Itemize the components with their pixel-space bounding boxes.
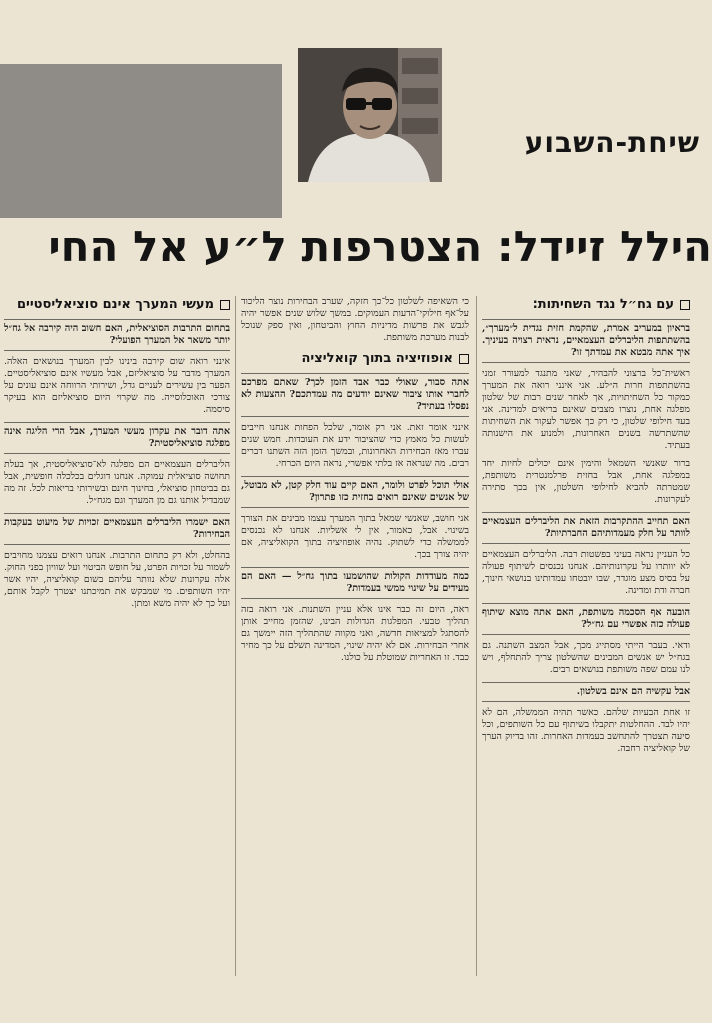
- section-title: שיחת-השבוע: [524, 126, 700, 159]
- subhead-text: מעשי המערך אינם סוציאליסטיים: [16, 297, 214, 312]
- subhead-text: אופוזיציה בתוך קואליציה: [301, 351, 453, 366]
- article-paragraph: ראשית־כל ברצוני להבהיר, שאני מתנגד למעורר זמני בהשתתפות חרות ה״לע. אני אינני רואה את המערך כמקור כל השחיתויות, אך לאחר שנים רבות של שלטון מפלגה אחת, נוצרו מצבים שאינם בריאים למדינה. אני בעד חילופי שלטון, כי רק כך אפשר לעקור את השחיתות שהשתרשה בשנים האחרונות, ולמנוע את הישנותה בעתיד.: [482, 368, 690, 451]
- square-bullet-icon: [680, 300, 690, 310]
- interview-question: אתה סבור, שאולי כבר אבד הזמן לכך? שאתם מפרכם לחברי אותו ציבור שאינם יודעים מה עמדתכם? ההצעות לא נפסלו בעתיד?: [241, 373, 469, 417]
- interview-question: הובעה אף הסכמה משותפת, האם אתה מוצא שיתוף פעולה כזה אפשרי עם גח״ל?: [482, 603, 690, 635]
- article-paragraph: הליברלים העצמאיים הם מפלגה לא־סוציאליסטית, אך בעלת תחושה סוציאלית עמוקה. אנחנו דוגלים בכלכלה חופשית, אבל גם בביטחון סוציאלי, בחינוך חינם ובשירותי בריאות לכל. זה מה שמבדיל אותנו גם מן המערך וגם מגח״ל.: [4, 459, 230, 506]
- interview-question: אבל עקשיה הם אינם בשלטון.: [482, 682, 690, 702]
- interview-question: אולי תוכל לפרט ולומר, האם קיים עוד חלק קטן, לא מבוטל, של אנשים שאינם רואים בחזית כזו פתרון?: [241, 476, 469, 508]
- interview-question: בתחום התרבות הסוציאלית, האם חשוב היה קירבה אל גח״ל יותר משאר אל המערך הפועלי?: [4, 319, 230, 351]
- interview-question: בראיון במעריב אמרת, שהקמת חזית נגדית ל״מערך״, בהשתתפות הליברלים העצמאיים, נראית רצויה בעיניך. איך אתה מבטא את עמדתך זו?: [482, 319, 690, 363]
- article-paragraph: אני חושב, שאנשי שמאל בתוך המערך עצמו מבינים את הצורך בשינוי. אבל, כאמור, אין לי אשליות. אנחנו לא נכנסים לממשלה כדי לשתוק. נהיה אופוזיציה בתוך הקואליציה, אם יהיה צורך בכך.: [241, 513, 469, 560]
- article-paragraph: אינני אומר זאת. אני רק אומר, שלכל הפחות אנחנו חייבים לעשות כל מאמץ כדי שהציבור ידע את העובדות. חמש שנים עברו מאז הבחירות האחרונות, ובמשך הזמן הזה השתנו דברים רבים. מה שנראה אז בלתי אפשרי, נראה היום הכרחי.: [241, 422, 469, 469]
- article-paragraph: כל העניין נראה בעיני בפשטות רבה. הליברלים העצמאיים לא יוותרו על עקרונותיהם. אנחנו נכנסים לשיתוף פעולה על בסיס מצע מוגדר, שבו יובטחו עמדותינו בנושאי חינוך, חברה ודת ומדינה.: [482, 549, 690, 596]
- article-column-middle: [241, 296, 469, 986]
- article-paragraph: ברור שאנשי השמאל והימין אינם יכולים לחיות יחד במפלגה אחת, אבל בחזית פרלמנטרית משותפת, שמטרתה להביא לחילופי השלטון, אין בכך סתירה לעקרונות.: [482, 458, 690, 505]
- article-paragraph: כי השאיפה לשלטון כל־כך חזקה, שערב הבחירות נוצר הליכוד על־אף חילוקי־הדעות העמוקים. במשך שלוש שנים אפשר יהיה לגבש את פרשות מדיניות החוץ והביטחון, ואין ספק שנוכל לבנות מערכת משותפת.: [241, 296, 469, 343]
- portrait-image: [298, 48, 442, 182]
- interview-question: האם ישמרו הליברלים העצמאיים זכויות של מיעוט בעקבות הבחירות?: [4, 513, 230, 545]
- article-column-left: [4, 296, 230, 986]
- column-subhead: [4, 296, 230, 313]
- article-paragraph: אינני רואה שום קירבה בינינו לבין המערך בנושאים האלה. המערך מדבר על סוציאליזם, אבל מעשיו אינם סוציאליסטיים. הפער בין עשירים לעניים גדל, ושירותי הרווחה אינם עונים על צורכי האוכלוסייה. מה שקרוי היום סוציאליזם הוא בעיקר סיסמה.: [4, 356, 230, 415]
- interview-question: אתה דובר את עקרון מעשי המערך, אבל הרי הליגה אינה מפלגה סוציאליסטית?: [4, 422, 230, 454]
- column-subhead: [241, 350, 469, 367]
- square-bullet-icon: [220, 300, 230, 310]
- article-paragraph: ודאי. בעבר הייתי מסתייג מכך, אבל המצב השתנה. גם בגח״ל יש אנשים המבינים שהשלטון צריך להתחלף, ויש לנו עמם שפה משותפת בנושאים רבים.: [482, 640, 690, 675]
- interview-question: כמה מעודדות הקולות שהושמעו בתוך גח״ל — האם הם מעידים על שינוי ממשי בעמדות?: [241, 567, 469, 599]
- column-divider: [476, 296, 477, 976]
- portrait-photo: [298, 48, 442, 182]
- subhead-text: עם גח״ל נגד השחיתות:: [532, 297, 674, 312]
- column-subhead: [482, 296, 690, 313]
- gray-banner: [0, 64, 282, 218]
- interview-question: האם תחייב ההתקרבות הזאת את הליברלים העצמאיים לוותר על חלק מעמדותיהם החברתיות?: [482, 512, 690, 544]
- article-headline: הילל זיידל: הצטרפות ל״ע אל החי: [48, 222, 712, 271]
- article-paragraph: ראה, היום זה כבר אינו אלא עניין השתנות. אני רואה בזה תהליך טבעי. המפלגות הגדולות הבינו, שהזמן מחייב אותן להסתגל למציאות חדשה, ואני מקווה שהתהליך הזה יימשך גם אחרי הבחירות. אם לא יהיה שינוי, המדינה תשלם על כך מחיר כבד. זו האחריות שמוטלת על כולנו.: [241, 604, 469, 663]
- article-paragraph: בהחלט, ולא רק בתחום התרבות. אנחנו רואים עצמנו מחויבים לשמור על זכויות הפרט, על חופש הביטוי ועל שוויון בפני החוק. אלה עקרונות שלא נוותר עליהם בשום קואליציה, יהיו אשר יהיו השותפים. מי שמבקש את תמיכתנו יצטרך לקבל אותם, ועל כך לא יהיה משא ומתן.: [4, 550, 230, 609]
- article-column-right: [482, 296, 690, 986]
- square-bullet-icon: [459, 354, 469, 364]
- column-divider: [235, 296, 236, 976]
- article-paragraph: זו אחת הבעיות שלהם. כאשר תהיה הממשלה, הם לא יהיו לבד. ההחלטות יתקבלו בשיתוף עם כל השותפים, וכל סיעה תצטרך להתחשב בעמדות האחרות. זהו בדיוק הערך של קואליציה רחבה.: [482, 707, 690, 754]
